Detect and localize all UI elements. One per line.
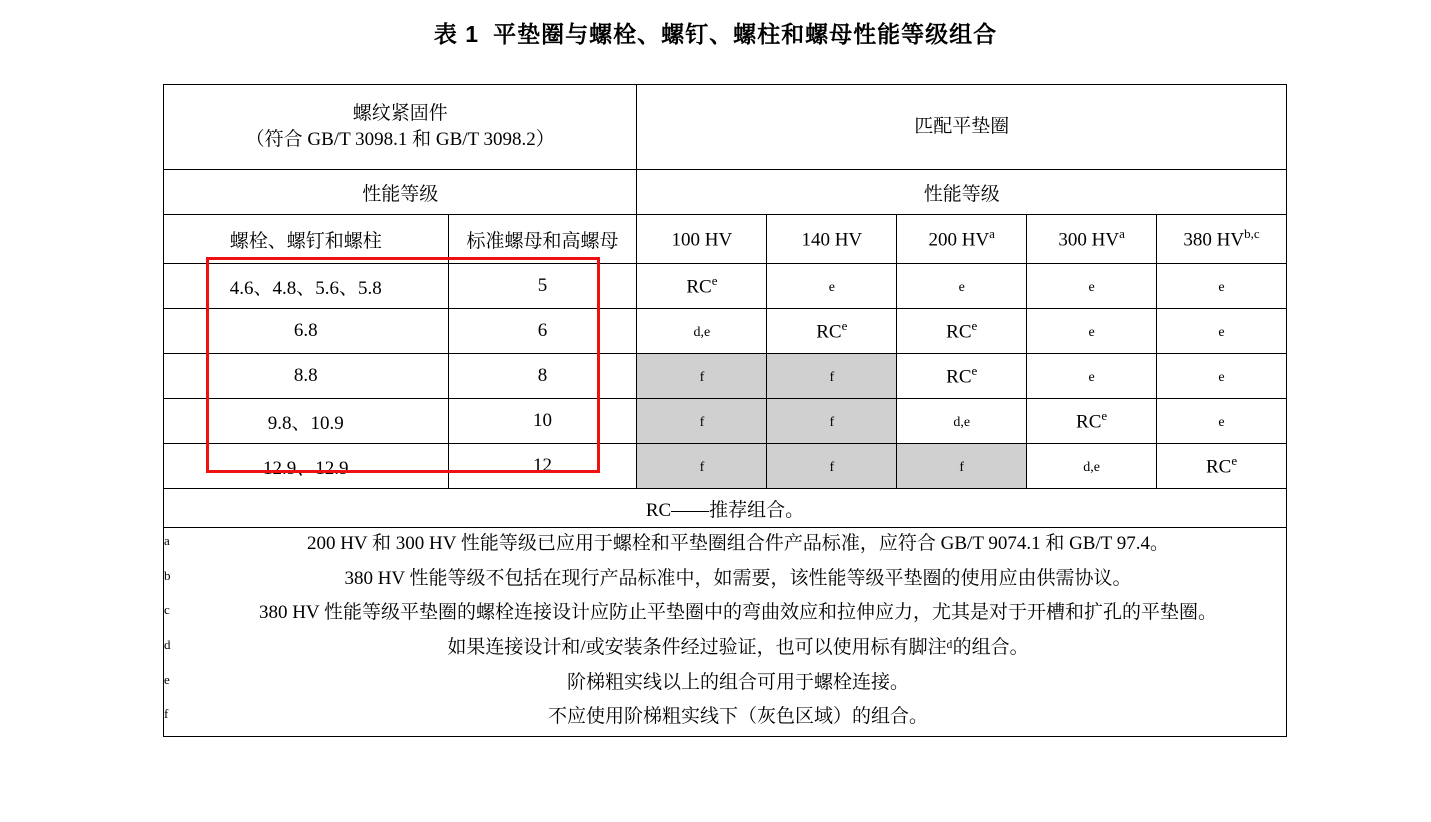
table-subheader-row: [164, 170, 1287, 215]
column-header-bolt: 螺栓、螺钉和螺柱: [164, 215, 449, 264]
footnote-text: 380 HV 性能等级不包括在现行产品标准中，如需要，该性能等级平垫圈的使用应由供需协议。: [344, 567, 1132, 589]
cell-bolt-grade: 4.6、4.8、5.6、5.8: [164, 264, 449, 309]
cell-combo-300hv: e: [1027, 264, 1157, 309]
footnote-key: b: [164, 567, 171, 583]
table-container: [163, 84, 1287, 737]
table-row: [164, 399, 1287, 444]
table-row: [164, 444, 1287, 489]
document-page: [0, 16, 1431, 822]
subheader-washer-grade: 性能等级: [637, 170, 1287, 215]
cell-combo-140hv: e: [767, 264, 897, 309]
cell-nut-grade: 6: [448, 309, 637, 354]
footnote-text: 200 HV 和 300 HV 性能等级已应用于螺栓和平垫圈组合件产品标准，应符合 GB/T 9074.1 和 GB/T 97.4。: [306, 533, 1170, 554]
footnote-item: [164, 667, 1286, 700]
cell-bolt-grade: 6.8: [164, 309, 449, 354]
table-row: [164, 309, 1287, 354]
cell-nut-grade: 12: [448, 444, 637, 489]
footnote-item: [164, 528, 1286, 561]
column-header-hv-100: 100 HV: [637, 215, 767, 264]
column-header-hv-200: 200 HV$^a$: [897, 215, 1027, 264]
table-row: [164, 354, 1287, 399]
cell-nut-grade: 5: [448, 264, 637, 309]
cell-bolt-grade: 8.8: [164, 354, 449, 399]
page-bottom-cutoff: [163, 798, 1342, 814]
cell-combo-140hv: f: [767, 354, 897, 399]
footnote-item: [164, 597, 1286, 630]
cell-combo-300hv: d,e: [1027, 444, 1157, 489]
table-number: 表 1: [433, 21, 480, 47]
cell-bolt-grade: 9.8、10.9: [164, 399, 449, 444]
cell-combo-100hv: f: [637, 399, 767, 444]
cell-nut-grade: 8: [448, 354, 637, 399]
cell-combo-300hv: e: [1027, 354, 1157, 399]
table-legend-row: [164, 489, 1287, 528]
footnote-key: e: [164, 671, 170, 687]
header-fastener-group: [164, 85, 637, 170]
column-header-nut: 标准螺母和高螺母: [448, 215, 637, 264]
table-column-header-row: [164, 215, 1287, 264]
cell-combo-200hv: RC$^e$: [897, 354, 1027, 399]
footnote-item: [164, 563, 1286, 596]
cell-combo-380hv: e: [1157, 264, 1287, 309]
cell-combo-200hv: e: [897, 264, 1027, 309]
header-washer-group: 匹配平垫圈: [637, 85, 1287, 170]
column-header-hv-300: 300 HV$^a$: [1027, 215, 1157, 264]
header-fastener-line1: 螺纹紧固件: [352, 103, 448, 125]
table-row: [164, 264, 1287, 309]
cell-bolt-grade: 12.9、12.9: [164, 444, 449, 489]
rc-legend-text: RC——推荐组合。: [164, 489, 1287, 528]
cell-combo-100hv: f: [637, 354, 767, 399]
cell-nut-grade: 10: [448, 399, 637, 444]
footnote-text: 不应使用阶梯粗实线下（灰色区域）的组合。: [547, 706, 928, 728]
footnote-key: c: [164, 602, 170, 618]
page-title: [0, 16, 1431, 49]
table-footnotes-row: [164, 528, 1287, 737]
footnote-key: d: [164, 637, 171, 653]
footnote-item: [164, 632, 1286, 665]
footnotes-container: [164, 528, 1287, 737]
cell-combo-200hv: d,e: [897, 399, 1027, 444]
footnote-key: f: [164, 706, 169, 722]
table-header-group-row: [164, 85, 1287, 170]
performance-grade-table: [163, 84, 1287, 737]
cell-combo-140hv: f: [767, 444, 897, 489]
subheader-fastener-grade: 性能等级: [164, 170, 637, 215]
cell-combo-380hv: e: [1157, 399, 1287, 444]
cell-combo-140hv: f: [767, 399, 897, 444]
cell-combo-380hv: RC$^e$: [1157, 444, 1287, 489]
footnote-text: 如果连接设计和/或安装条件经过验证，也可以使用标有脚注ᵈ的组合。: [447, 637, 1029, 659]
footnote-item: [164, 701, 1286, 734]
cell-combo-300hv: e: [1027, 309, 1157, 354]
cell-combo-380hv: e: [1157, 309, 1287, 354]
cell-combo-100hv: d,e: [637, 309, 767, 354]
table-title-text: 平垫圈与螺栓、螺钉、螺柱和螺母性能等级组合: [493, 21, 998, 47]
footnote-text: 阶梯粗实线以上的组合可用于螺栓连接。: [566, 671, 909, 693]
cell-combo-200hv: f: [897, 444, 1027, 489]
cell-combo-100hv: RC$^e$: [637, 264, 767, 309]
header-fastener-line2: （符合 GB/T 3098.1 和 GB/T 3098.2）: [245, 129, 555, 150]
column-header-hv-140: 140 HV: [767, 215, 897, 264]
cell-combo-200hv: RC$^e$: [897, 309, 1027, 354]
cell-combo-380hv: e: [1157, 354, 1287, 399]
footnote-key: a: [164, 533, 170, 548]
column-header-hv-380: 380 HV$^{b,c}$: [1157, 215, 1287, 264]
cell-combo-140hv: RC$^e$: [767, 309, 897, 354]
cell-combo-300hv: RC$^e$: [1027, 399, 1157, 444]
cell-combo-100hv: f: [637, 444, 767, 489]
footnote-text: 380 HV 性能等级平垫圈的螺栓连接设计应防止平垫圈中的弯曲效应和拉伸应力，尤其是对于开槽和扩孔的平垫圈。: [258, 602, 1218, 624]
